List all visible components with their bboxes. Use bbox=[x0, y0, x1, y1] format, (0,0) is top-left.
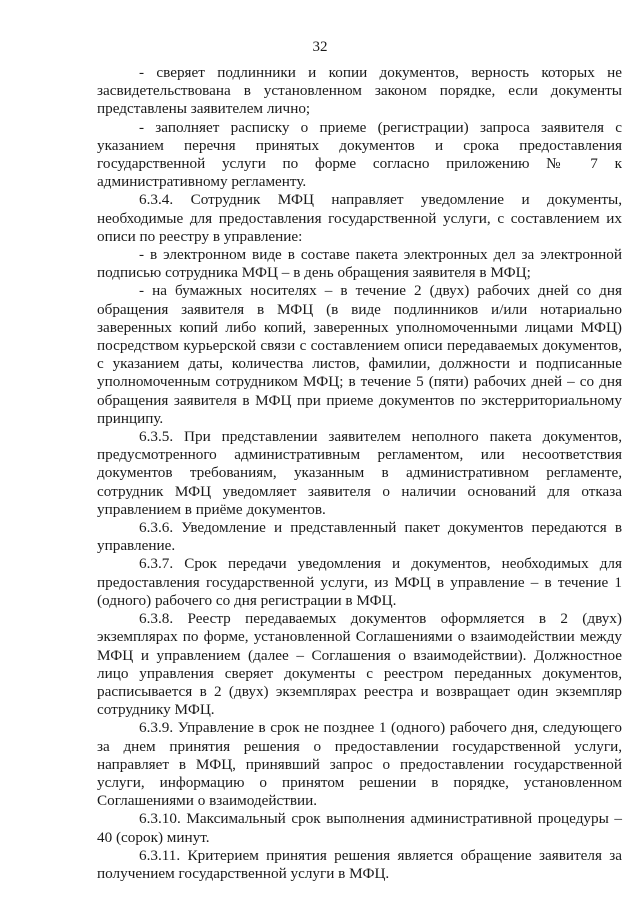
document-body bbox=[97, 64, 622, 883]
paragraph-6-3-9: 6.3.9. Управление в срок не позднее 1 (одного) рабочего дня, следующего за днем принятия решения о предоставлении государственной услуги, направляет в МФЦ, принявший запрос о предоставлении государственной услуги, информацию о принятом решении в порядке, установленном Соглашениями о взаимодействии. bbox=[97, 719, 622, 810]
paragraph-6-3-8: 6.3.8. Реестр передаваемых документов оформляется в 2 (двух) экземплярах по форме, установленной Соглашениями о взаимодействии между МФЦ и управлением (далее – Соглашения о взаимодействии). Должностное лицо управления сверяет документы с реестром переданных документов, расписывается в 2 (двух) экземплярах реестра и возвращает один экземпляр сотруднику МФЦ. bbox=[97, 610, 622, 719]
paragraph-6-3-6: 6.3.6. Уведомление и представленный пакет документов передаются в управление. bbox=[97, 519, 622, 555]
paragraph-6-3-4: 6.3.4. Сотрудник МФЦ направляет уведомление и документы, необходимые для предоставления государственной услуги, с составлением их описи по реестру в управление: bbox=[97, 191, 622, 245]
paragraph-verify-originals: - сверяет подлинники и копии документов, верность которых не засвидетельствована в установленном законом порядке, если документы представлены заявителем лично; bbox=[97, 64, 622, 118]
paragraph-6-3-5: 6.3.5. При представлении заявителем неполного пакета документов, предусмотренного административным регламентом, или несоответствия документов требованиям, указанным в административном регламенте, сотрудник МФЦ уведомляет заявителя о наличии оснований для отказа управлением в приёме документов. bbox=[97, 428, 622, 518]
paragraph-6-3-10: 6.3.10. Максимальный срок выполнения административной процедуры – 40 (сорок) минут. bbox=[97, 810, 622, 846]
paragraph-6-3-7: 6.3.7. Срок передачи уведомления и документов, необходимых для предоставления государственной услуги, из МФЦ в управление – в течение 1 (одного) рабочего со дня регистрации в МФЦ. bbox=[97, 555, 622, 609]
paragraph-paper-form: - на бумажных носителях – в течение 2 (двух) рабочих дней со дня обращения заявителя в МФЦ (в виде подлинников и/или нотариально заверенных копий либо копий, заверенных уполномоченными лицами МФЦ) посредством курьерской связи с составлением описи передаваемых документов, с указанием даты, количества листов, фамилии, должности и подписанные уполномоченным сотрудником МФЦ; в течение 5 (пяти) рабочих дней – со дня обращения заявителя в МФЦ при приеме документов по экстерриториальному принципу. bbox=[97, 282, 622, 427]
paragraph-6-3-11: 6.3.11. Критерием принятия решения является обращение заявителя за получением государственной услуги в МФЦ. bbox=[97, 846, 622, 882]
paragraph-fill-receipt: - заполняет расписку о приеме (регистрации) запроса заявителя с указанием перечня принятых документов и срока предоставления государственной услуги по форме согласно приложению № 7 к административному регламенту. bbox=[97, 118, 622, 191]
paragraph-electronic-form: - в электронном виде в составе пакета электронных дел за электронной подписью сотрудника МФЦ – в день обращения заявителя в МФЦ; bbox=[97, 246, 622, 282]
page-number: 32 bbox=[312, 39, 328, 55]
